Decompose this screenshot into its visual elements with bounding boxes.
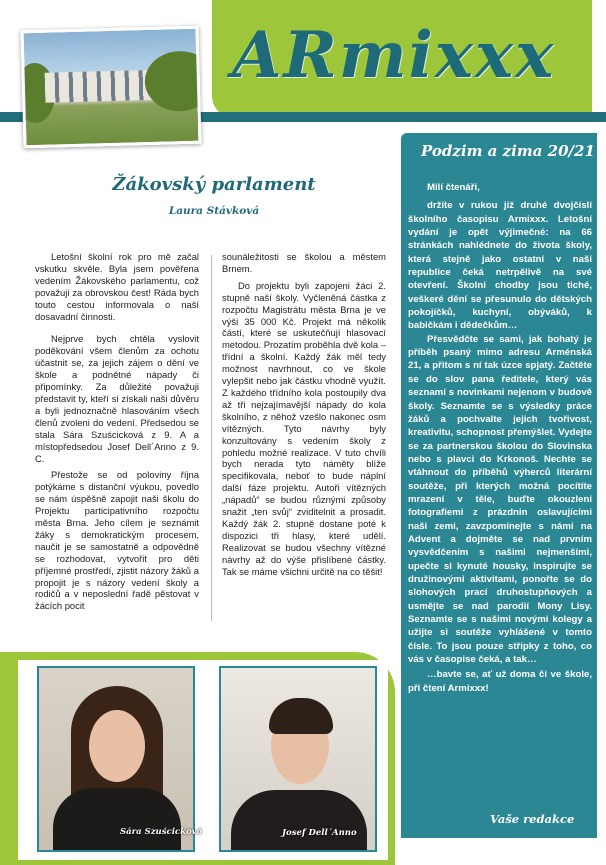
editorial-text <box>408 181 592 695</box>
portrait-photo <box>37 666 195 852</box>
column-divider <box>211 255 212 621</box>
article-middle-column <box>222 251 386 577</box>
article-author: Laura Stávková <box>168 205 260 217</box>
article-paragraph: Přestože se od poloviny října potýkáme s distanční výukou, povedlo se nám úspěšně zapojit naši školu do Projektu participativního rozpočtu města Brna. Jeho cílem je seznámit žáky s demokratickým procesem, naučit je se samostatně a odpovědně se rozhodovat, vytvořit pro děti příjemné prostředí, zjistit názory žáků a propojit je s názory vedení školy a rodičů a v neposlední řadě pěstovat v žácích pocit <box>35 469 199 612</box>
photo-caption: Josef Dell´Anno <box>282 828 357 838</box>
article-left-column <box>35 251 199 612</box>
photo-caption: Sára Szuścicková <box>120 827 203 837</box>
editorial-greeting: Milí čtenáři, <box>427 182 480 193</box>
article-paragraph: sounáležitosti se školou a městem Brnem. <box>222 251 386 274</box>
editorial-heading: Podzim a zima 20/21 <box>421 142 595 160</box>
editorial-paragraph: Přesvědčte se sami, jak bohatý je příběh psaný mimo adresu Arménská 21, a přitom s ní tak úzce spjatý. Začtěte se do slov pana ředitele, který vás seznamí s novinkami nejenom v budově školy. Seznamte se s výsledky práce žáků a pochvalte jejich tvořivost, kreativitu, schopnost přemýšlet. Vydejte se za partnerskou školou do Slovinska nebo s plavci do Krkonoš. Nechte se vtáhnout do příběhů výherců literární soutěže, při kterých možná pocítíte mrazení v těle, buďte okouzleni fotografiemi z prázdnin oslavujícími naši zemi, zavzpomínejte s námi na Advent a dojměte se nad prvním vysvědčením s našimi nejmenšími, upečte si kynuté housky, inspirujte se družinovými aktivitami, ponořte se do slohových prací druhostupňových a usmějte se nad parodií Mony Lisy. Seznamte se s našimi novými kolegy a užijte si soutěže vyhlášené v tomto čísle. To jsou pouze střípky z toho, co vás v časopise čeká, a tak… <box>408 333 592 666</box>
editorial-closing: …bavte se, ať už doma či ve škole, při čtení Armixxx! <box>408 669 592 694</box>
article-paragraph: Letošní školní rok pro mě začal vskutku skvěle. Byla jsem pověřena vedením Žákovského parlamentu, což považuji za obrovskou čest! Ráda bych touto cestou informovala o naší dosavadní činnosti. <box>35 251 199 322</box>
portrait-photo <box>219 666 377 852</box>
editorial-heading-box <box>401 133 597 169</box>
article-paragraph: Nejprve bych chtěla vyslovit poděkování všem členům za ochotu účastnit se, za jejich zájem o dění ve škole a podnětné nápady či připomínky. Za důležité považuji představit ty, kteří si získali naši důvěru a byli jednoznačně hlasováním všech členů zvoleni do vedení. Předsedou se stala Sára Szuścicková z 9. A a místopředsedou Josef Dell´Anno z 9. C. <box>35 333 199 464</box>
article-title: Žákovský parlament <box>112 174 316 195</box>
article-paragraph: Do projektu byli zapojeni žáci 2. stupně naší školy. Vyčleněná částka z rozpočtu Magistrátu města Brna je ve výši 35 000 Kč. Projekt má několik částí, které se uskutečňují hlasovací metodou. Prozatím proběhla dvě kola – třídní a školní. Každý žák měl tedy možnost navrhnout, co ve škole vylepšit nebo jak částku vhodně využít. Z každého třídního kola postoupily dva až tři nejzajímavější nápady do kola školního, z něhož vzešlo nakonec osm vítězných. Tyto návrhy byly konzultovány s vedením školy z pohledu možné realizace. V tuto chvíli bych nerada tyto náměty blíže specifikovala, neboť to bude náplní další fáze projektu. Autoři vítězných „nápadů“ se budou různými způsoby snažit „ten svůj“ zviditelnit a prosadit. Každý žák 2. stupně dostane poté k dispozici tři hlasy, které udělí. Realizovat se budou všechny vítězné návrhy až do výše přislíbené částky. Tak se máme všichni určitě na co těšit! <box>222 279 386 577</box>
editorial-signature: Vaše redakce <box>490 812 575 826</box>
editorial-paragraph: držíte v rukou již druhé dvojčíslí školního časopisu Armixxx. Letošní vydání je opět výjimečné: na 66 stránkách nahlédnete do života školy, která stejně jako ostatní v naší republice čeká netrpělivě na své otevření. Školní chodby jsou tiché, veškeré dění se přesunulo do dětských pokojíčků, kuchyní, obýváků, k babičkám i dědečkům… <box>408 200 592 332</box>
school-building-photo <box>20 26 201 149</box>
magazine-logo: ARmixxx <box>232 18 556 93</box>
